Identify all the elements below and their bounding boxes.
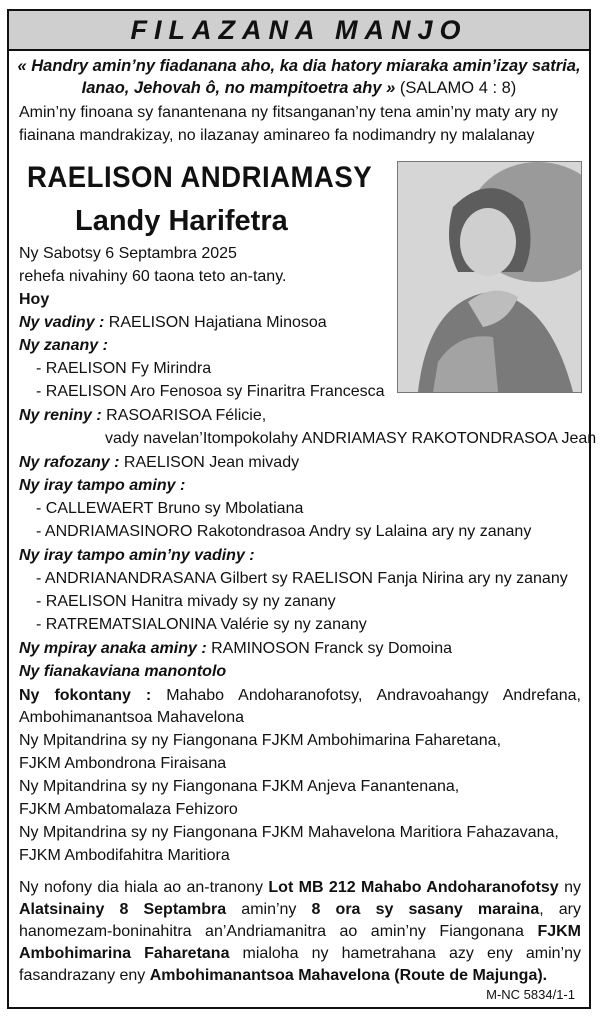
- church-line-5: Ny Mpitandrina sy ny Fiangonana FJKM Mahavelona Maritiora Fahazavana,: [19, 824, 559, 841]
- mother-line: Ny reniny : RASOARISOA Félicie,: [19, 407, 267, 424]
- church-line-3: Ny Mpitandrina sy ny Fiangonana FJKM Anjeva Fanantenana,: [19, 778, 460, 795]
- deceased-photo: [397, 161, 582, 393]
- child-1: - RAELISON Fy Mirindra: [36, 360, 212, 377]
- church-line-4: FJKM Ambatomalaza Fehizoro: [19, 801, 238, 818]
- intro-line1: Amin’ny finoana sy fanantenana ny fitsanganan’ny tena amin’ny maty ary ny: [19, 104, 558, 121]
- siblings-label: Ny iray tampo aminy :: [19, 477, 186, 494]
- funeral-details: Ny nofony dia hiala ao an-tranony Lot MB 212 Mahabo Andoharanofotsy ny Alatsinainy 8 Septambra amin’ny 8 ora sy sasany maraina, ary hanomezam-boninahitra an’Andriamanitra ao amin’ny Fiangonana FJKM Ambohimarina Faharetana mialoha ny hametrahana azy eny amin’ny fasandrazany eny Ambohimanantsoa Mahavelona (Route de Majunga).: [19, 879, 582, 984]
- spouse-sibling-1: - ANDRIANANDRASANA Gilbert sy RAELISON Fanja Nirina ary ny zanany: [36, 570, 568, 587]
- church-line-2: FJKM Ambondrona Firaisana: [19, 755, 227, 772]
- hoy-label: Hoy: [19, 291, 50, 308]
- church-line-6: FJKM Ambodifahitra Maritiora: [19, 847, 230, 864]
- spouse-line: Ny vadiny : RAELISON Hajatiana Minosoa: [19, 314, 327, 331]
- obituary-notice: [7, 9, 597, 1009]
- header-title: FILAZANA MANJO: [130, 14, 468, 45]
- bible-verse-ref: (SALAMO 4 : 8): [395, 79, 517, 97]
- whole-family: Ny fianakaviana manontolo: [19, 663, 227, 680]
- sibling-2: - ANDRIAMASINORO Rakotondrasoa Andry sy Lalaina ary ny zanany: [36, 523, 532, 540]
- cousins-line: Ny mpiray anaka aminy : RAMINOSON Franck sy Domoina: [19, 640, 453, 657]
- notice-header: [9, 11, 589, 51]
- reference-code: M-NC 5834/1-1: [486, 987, 575, 1002]
- deceased-given-name: Landy Harifetra: [75, 205, 288, 237]
- mother-line2: vady navelan’Itompokolahy ANDRIAMASY RAKOTONDRASOA Jean: [105, 430, 597, 447]
- spouse-sibling-3: - RATREMATSIALONINA Valérie sy ny zanany: [36, 616, 367, 633]
- deceased-surname: RAELISON ANDRIAMASY: [27, 161, 373, 194]
- child-2: - RAELISON Aro Fenosoa sy Finaritra Francesca: [36, 383, 385, 400]
- death-date: Ny Sabotsy 6 Septambra 2025: [19, 245, 237, 262]
- children-label: Ny zanany :: [19, 337, 108, 354]
- spouse-sibling-2: - RAELISON Hanitra mivady sy ny zanany: [36, 593, 336, 610]
- bible-verse-line1: « Handry amin’ny fiadanana aho, ka dia hatory miaraka amin’izay satria,: [17, 57, 581, 75]
- intro-line2: fiainana mandrakizay, no ilazanay aminareo fa nodimandry ny malalanay: [19, 127, 535, 144]
- church-line-1: Ny Mpitandrina sy ny Fiangonana FJKM Ambohimarina Faharetana,: [19, 732, 502, 749]
- in-laws-line: Ny rafozany : RAELISON Jean mivady: [19, 454, 300, 471]
- bible-verse-line2: Ianao, Jehovah ô, no mampitoetra ahy » (SALAMO 4 : 8): [81, 79, 517, 97]
- sibling-1: - CALLEWAERT Bruno sy Mbolatiana: [36, 500, 304, 517]
- spouse-siblings-label: Ny iray tampo amin’ny vadiny :: [19, 547, 255, 564]
- fokontany-line: Ny fokontany : Mahabo Andoharanofotsy, Andravoahangy Andrefana, Ambohimanantsoa Mahavelona: [19, 687, 581, 726]
- death-age: rehefa nivahiny 60 taona teto an-tany.: [19, 268, 287, 285]
